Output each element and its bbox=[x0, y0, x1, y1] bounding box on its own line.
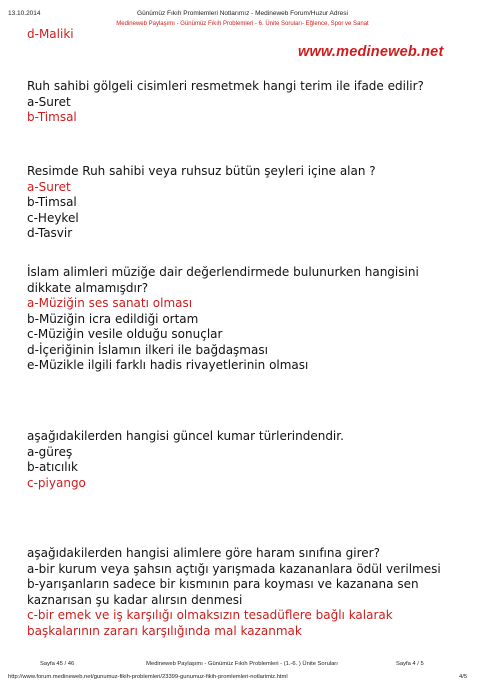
question-text: İslam alimleri müziğe dair değerlendirmede bulunurken hangisini bbox=[27, 265, 419, 279]
option-correct: c-piyango bbox=[27, 475, 86, 490]
question-text: dikkate almamışdır? bbox=[27, 280, 149, 295]
option: c-Heykel bbox=[27, 210, 79, 225]
option: a-bir kurum veya şahsın açtığı yarışmada kazananlara ödül verilmesi bbox=[27, 561, 441, 576]
question-text: Resimde Ruh sahibi veya ruhsuz bütün şeyleri içine alan ? bbox=[27, 164, 376, 178]
option-correct: a-Müziğin ses sanatı olması bbox=[27, 296, 193, 310]
option-correct: b-Timsal bbox=[27, 110, 77, 124]
question-text: aşağıdakilerden hangisi güncel kumar türlerindendir. bbox=[27, 429, 344, 443]
option: b-Timsal bbox=[27, 195, 77, 209]
footer-page-left: Sayfa 45 / 46 bbox=[40, 661, 75, 667]
document-subtitle: Medineweb Paylaşımı - Günümüz Fıkıh Problemleri - 6. Ünite Soruları- Eğlence, Spor ve Sanat bbox=[116, 21, 369, 27]
footer-url: http://www.forum.medineweb.net/gunumuz-fikih-problemleri/23399-gunumuz-fikih-promlemleri-notlarimiz.html bbox=[8, 674, 288, 680]
question-2 bbox=[27, 164, 376, 242]
document-title: Günümüz Fıkıh Promlemleri Notlarımız - Medineweb Forum/Huzur Adresi bbox=[137, 10, 348, 17]
option: a-güreş bbox=[27, 444, 73, 459]
option-correct: c-bir emek ve iş karşılığı olmaksızın tesadüflere bağlı kalarak bbox=[27, 608, 393, 622]
question-text: Ruh sahibi gölgeli cisimleri resmetmek hangi terim ile ifade edilir? bbox=[27, 79, 424, 93]
question-1 bbox=[27, 79, 424, 126]
top-answer: d-Maliki bbox=[27, 27, 74, 41]
footer-title: Medineweb Paylaşımı - Günümüz Fıkıh Problemleri - (1.-6. ) Ünite Soruları bbox=[146, 661, 338, 667]
footer-page-right: Sayfa 4 / 5 bbox=[396, 661, 424, 667]
option: b-atıcılık bbox=[27, 460, 78, 474]
question-text: aşağıdakilerden hangisi alimlere göre haram sınıfına girer? bbox=[27, 546, 380, 560]
option: c-Müziğin vesile olduğu sonuçlar bbox=[27, 327, 223, 341]
option: a-Suret bbox=[27, 94, 71, 109]
option: d-İçeriğinin İslamın ilkeri ile bağdaşması bbox=[27, 342, 268, 357]
print-date: 13.10.2014 bbox=[8, 10, 41, 17]
option: d-Tasvir bbox=[27, 226, 73, 240]
option: kaznarısan şu kadar alırsın denmesi bbox=[27, 592, 243, 607]
option: b-yarışanların sadece bir kısmının para koyması ve kazanana sen bbox=[27, 577, 419, 591]
question-5 bbox=[27, 546, 441, 639]
option: b-Müziğin icra edildiği ortam bbox=[27, 311, 199, 326]
question-3 bbox=[27, 265, 419, 374]
option-correct: a-Suret bbox=[27, 179, 71, 194]
option: e-Müzikle ilgili farklı hadis rivayetlerinin olması bbox=[27, 358, 309, 372]
footer-page-number: 4/5 bbox=[459, 674, 468, 680]
option-correct: başkalarının zararı karşılığında mal kazanmak bbox=[27, 623, 302, 638]
question-4 bbox=[27, 429, 344, 491]
site-watermark: www.medineweb.net bbox=[298, 44, 444, 60]
